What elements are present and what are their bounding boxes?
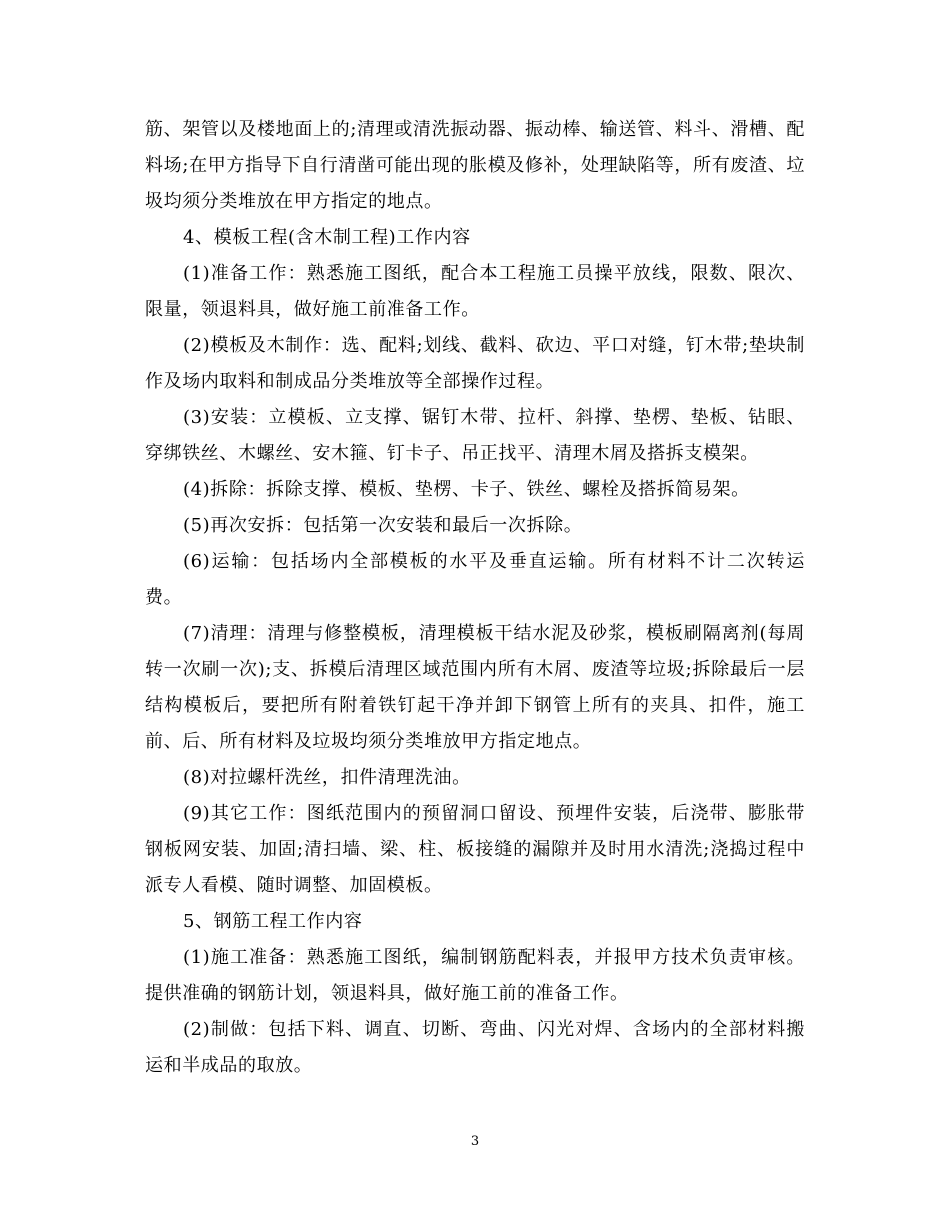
paragraph-cleanup: (7)清理：清理与修整模板，清理模板干结水泥及砂浆，模板刷隔离剂(每周转一次刷一次);支、拆模后清理区域范围内所有木屑、废渣等垃圾;拆除最后一层结构模板后，要把所有附着铁钉起干净并卸下钢管上所有的夹具、扣件，施工前、后、所有材料及垃圾均须分类堆放甲方指定地点。	[145, 623, 805, 752]
paragraph-other-work: (9)其它工作：图纸范围内的预留洞口留设、预埋件安装，后浇带、膨胀带钢板网安装、加固;清扫墙、梁、柱、板接缝的漏隙并及时用水清洗;浇捣过程中派专人看模、随时调整、加固模板。	[145, 803, 805, 896]
paragraph-rebar-fabrication: (2)制做：包括下料、调直、切断、弯曲、闪光对焊、含场内的全部材料搬运和半成品的取放。	[145, 1019, 805, 1076]
paragraph-preparation: (1)准备工作：熟悉施工图纸，配合本工程施工员操平放线，限数、限次、限量，领退料具，做好施工前准备工作。	[145, 263, 805, 320]
section-heading-rebar: 5、钢筋工程工作内容	[183, 911, 363, 932]
paragraph-transport: (6)运输：包括场内全部模板的水平及垂直运输。所有材料不计二次转运费。	[145, 551, 805, 608]
page-number: 3	[470, 1134, 480, 1149]
paragraph-installation: (3)安装：立模板、立支撑、锯钉木带、拉杆、斜撑、垫楞、垫板、钻眼、穿绑铁丝、木螺丝、安木箍、钉卡子、吊正找平、清理木屑及搭拆支模架。	[145, 407, 805, 464]
paragraph-continuation: 筋、架管以及楼地面上的;清理或清洗振动器、振动棒、输送管、料斗、滑槽、配料场;在甲方指导下自行清凿可能出现的胀模及修补，处理缺陷等，所有废渣、垃圾均须分类堆放在甲方指定的地点。	[145, 119, 805, 212]
paragraph-removal: (4)拆除：拆除支撑、模板、垫楞、卡子、铁丝、螺栓及搭拆简易架。	[183, 479, 750, 500]
paragraph-tie-rod-cleaning: (8)对拉螺杆洗丝，扣件清理洗油。	[183, 767, 471, 788]
paragraph-reinstallation: (5)再次安拆：包括第一次安装和最后一次拆除。	[183, 515, 583, 536]
paragraph-rebar-preparation: (1)施工准备：熟悉施工图纸，编制钢筋配料表，并报甲方技术负责审核。提供准确的钢筋计划，领退料具，做好施工前的准备工作。	[145, 947, 805, 1004]
document-body	[145, 112, 805, 1084]
paragraph-formwork-fabrication: (2)模板及木制作：选、配料;划线、截料、砍边、平口对缝，钉木带;垫块制作及场内取料和制成品分类堆放等全部操作过程。	[145, 335, 805, 392]
section-heading-formwork: 4、模板工程(含木制工程)工作内容	[183, 227, 471, 248]
